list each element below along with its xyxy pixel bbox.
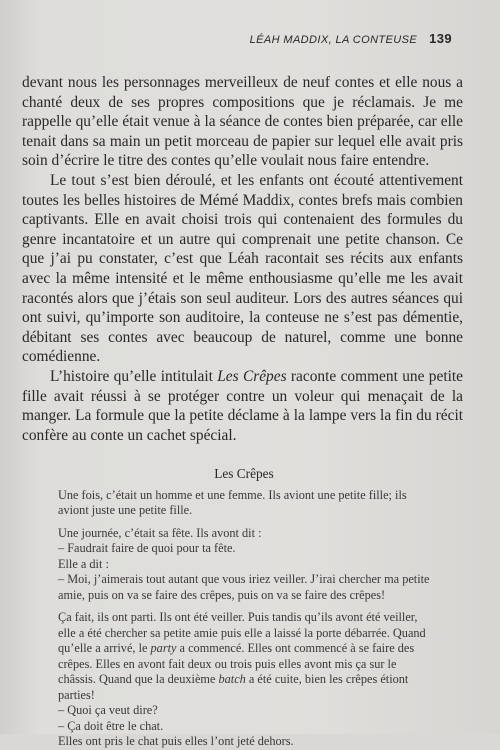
excerpt-line-6-b: a commencé. Elles ont commencé à se faire des crêpes. Elles en avont fait deux ou trois puis elles avont mis ça sur le châssis. Quand que la deuxième — [58, 641, 415, 686]
paragraph-3-italic-title: Les Crêpes — [217, 367, 287, 385]
excerpt-line-9: Elles ont pris le chat puis elles l’ont jeté dehors. — [58, 734, 294, 748]
excerpt-line-2: Une journée, c’était sa fête. Ils avont dit : — [58, 525, 262, 540]
excerpt-italic-batch: batch — [218, 672, 246, 686]
excerpt-italic-party: party — [150, 641, 177, 655]
paragraph-3 — [22, 367, 463, 445]
running-head-title: LÉAH MADDIX, LA CONTEUSE — [249, 34, 418, 46]
excerpt-line-1: Une fois, c’était un homme et une femme. Ils aviont une petite fille; ils aviont juste une petite fille. — [58, 487, 407, 517]
paragraph-2: Le tout s’est bien déroulé, et les enfants ont écouté attentivement toutes les belles histoires de Mémé Maddix, contes brefs mais combien captivants. Elle en avait choisi trois qui contenaient des formules du genre incantatoire et un autre qui comprenait une petite chanson. Ce que j’ai pu constater, c’est que Léah racontait ses récits aux enfants avec la même intensité et le même enthousiasme qu’elle me les avait racontés alors que j’étais son seul auditeur. Lors des autres séances qui ont suivi, qu’importe son auditoire, la conteuse ne s’est pas démentie, débitant ses contes avec beaucoup de naturel, comme une bonne comédienne. — [22, 171, 463, 366]
excerpt-line-3: – Faudrait faire de quoi pour ta fête. — [58, 541, 236, 555]
excerpt-title: Les Crêpes — [214, 466, 274, 481]
paragraph-3-text-a: L’histoire qu’elle intitulait — [50, 367, 218, 385]
paragraph-1: devant nous les personnages merveilleux de neuf contes et elle nous a chanté deux de ses propres compositions que je réclamais. Je me rappelle qu’elle était venue à la séance de contes bien préparée, car elle tenait dans sa main un petit morceau de papier sur lequel elle avait pris soin d’écrire le titre des contes qu’elle voulait nous faire entendre. — [22, 74, 463, 170]
excerpt-line-7: – Quoi ça veut dire? — [58, 703, 158, 717]
page-number: 139 — [429, 31, 452, 46]
running-head — [0, 31, 452, 46]
body-text — [22, 73, 463, 445]
excerpt-line-8: – Ça doit être le chat. — [58, 718, 164, 733]
excerpt-line-4: Elle a dit : — [58, 556, 109, 571]
excerpt-line-6-a: Ça fait, ils ont parti. Ils ont été veiller. Puis tandis qu’ils avont été veiller, elle a été chercher sa petite amie puis elle a laissé la porte débarrée. Quand qu’elle a arrivé, le — [58, 610, 426, 655]
tale-excerpt — [58, 466, 430, 750]
excerpt-line-6-c: a été cuite, bien les crêpes étiont parties! — [58, 672, 409, 702]
paragraph-3-text-b: raconte comment une petite fille avait réussi à se protéger contre un voleur qui menaçait de la manger. La formule que la petite déclame à la lampe vers la fin du récit confère au conte un cachet spécial. — [22, 367, 463, 444]
excerpt-line-6 — [58, 610, 430, 703]
excerpt-line-5: – Moi, j’aimerais tout autant que vous iriez veiller. J’irai chercher ma petite amie, puis on va se faire des crêpes, puis on va se faire des crêpes! — [58, 572, 430, 602]
